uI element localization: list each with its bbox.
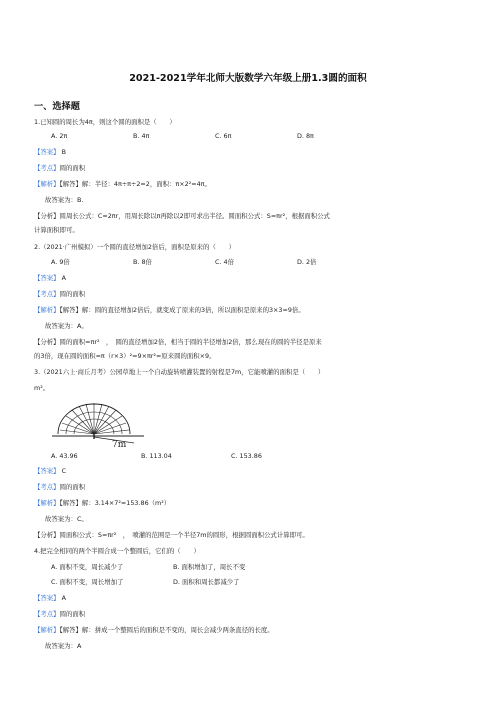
q2-stem: 2.（2021·广州模拟）一个圆的直径增加2倍后，面积是原来的（ ）	[34, 243, 236, 251]
analysis-tag: 【解析】	[34, 306, 60, 314]
q2-option-b: B. 8倍	[133, 258, 152, 266]
point-tag: 【考点】	[34, 164, 60, 172]
q1-option-c: C. 6π	[215, 132, 232, 140]
q3-point	[34, 483, 85, 491]
point-tag: 【考点】	[34, 610, 60, 618]
q1-option-d: D. 8π	[297, 132, 314, 140]
point-value: 圆的面积	[59, 610, 86, 618]
section-heading: 一、选择题	[34, 101, 80, 112]
point-tag: 【考点】	[34, 290, 60, 298]
q2-fenxi-line2: 的3倍，现在圆的面积=π（r×3）²=9×πr²=原来圆的面积×9。	[34, 352, 216, 360]
q2-option-a: A. 9倍	[51, 258, 70, 266]
q1-analysis	[34, 180, 211, 188]
q2-result: 故答案为：A。	[45, 322, 88, 330]
q1-fenxi-line1: 【分析】圆周长公式：C=2πr，用周长除以π再除以2即可求出半径。圆面积公式：S=πr²，根据面积公式	[34, 212, 330, 220]
q2-options	[51, 258, 316, 266]
answer-value: C	[61, 467, 67, 475]
answer-tag: 【答案】	[34, 148, 60, 156]
answer-tag: 【答案】	[34, 594, 60, 602]
q3-fenxi-line1: 【分析】圆面积公式：S=πr² ， 喷灌的范围是一个半径7m的圆形，根据圆面积公式计算即可。	[34, 531, 309, 539]
analysis-text: 【解答】解：3.14×7²=153.86（m²）	[59, 499, 171, 507]
answer-tag: 【答案】	[34, 274, 60, 282]
analysis-tag: 【解析】	[34, 626, 60, 634]
point-value: 圆的面积	[59, 164, 86, 172]
answer-value: A	[61, 594, 66, 602]
analysis-text: 【解答】解：半径：4π÷π÷2=2，面积：π×2²=4π。	[59, 180, 211, 188]
q4-options-row2	[51, 578, 240, 586]
q2-answer	[34, 274, 66, 282]
q4-result: 故答案为：A	[45, 642, 82, 650]
answer-tag: 【答案】	[34, 467, 60, 475]
q1-result: 故答案为：B.	[45, 196, 84, 204]
q4-stem: 4.把完全相同的两个半圆合成一个整圆后，它们的（ ）	[34, 547, 200, 555]
q4-option-d: D. 面积和周长都减少了	[173, 578, 240, 586]
q3-option-c: C. 153.86	[231, 452, 262, 460]
q3-option-b: B. 113.04	[141, 452, 172, 460]
point-value: 圆的面积	[59, 290, 86, 298]
sprinkler-figure	[52, 398, 144, 448]
q1-fenxi-line2: 计算面积即可。	[34, 226, 79, 234]
page-title: 2021-2021学年北师大版数学六年级上册1.3圆的面积	[129, 73, 367, 84]
q3-result: 故答案为：C。	[45, 515, 88, 523]
q2-option-d: D. 2倍	[297, 258, 317, 266]
point-value: 圆的面积	[59, 483, 86, 491]
q3-stem: 3.（2021六上·商丘月考）公园草地上一个自动旋转喷灌装置的射程是7m，它能喷灌的面积是（ ）	[34, 368, 325, 376]
q3-stem-unit: m²。	[34, 384, 50, 392]
q2-analysis	[34, 306, 305, 314]
q2-fenxi-line1: 【分析】圆的面积=πr² ， 圆的直径增加2倍，相当于圆的半径增加2倍，那么现在的圆的半径是原来	[34, 338, 322, 346]
answer-value: B	[61, 148, 66, 156]
q4-option-b: B. 面积增加了，周长不变	[173, 563, 246, 571]
analysis-text: 【解答】解：拼成一个整圆后的面积是不变的，周长会减少两条直径的长度。	[59, 626, 274, 634]
figure-label: 7m	[112, 440, 127, 448]
q1-option-b: B. 4π	[133, 132, 150, 140]
analysis-text: 【解答】解：圆的直径增加2倍后，就变成了原来的3倍，所以面积是原来的3×3=9倍。	[59, 306, 305, 314]
point-tag: 【考点】	[34, 483, 60, 491]
answer-value: A	[61, 274, 66, 282]
q1-answer	[34, 148, 66, 156]
q4-option-c: C. 面积不变，周长增加了	[51, 578, 124, 586]
q4-options-row1	[51, 563, 245, 571]
q3-option-a: A. 43.96	[51, 452, 78, 460]
q2-option-c: C. 4倍	[215, 258, 234, 266]
q3-options	[51, 452, 262, 460]
q3-answer	[34, 467, 66, 475]
q1-stem: 1.已知圆的周长为4π，则这个圆的面积是（ ）	[34, 118, 176, 126]
q4-point	[34, 610, 85, 618]
q3-analysis	[34, 499, 170, 507]
q4-analysis	[34, 626, 274, 634]
q2-point	[34, 290, 85, 298]
analysis-tag: 【解析】	[34, 499, 60, 507]
q1-option-a: A. 2π	[51, 132, 68, 140]
q4-answer	[34, 594, 66, 602]
q1-point	[34, 164, 85, 172]
q1-options	[51, 132, 314, 140]
analysis-tag: 【解析】	[34, 180, 60, 188]
q4-option-a: A. 面积不变，周长减少了	[51, 563, 124, 571]
